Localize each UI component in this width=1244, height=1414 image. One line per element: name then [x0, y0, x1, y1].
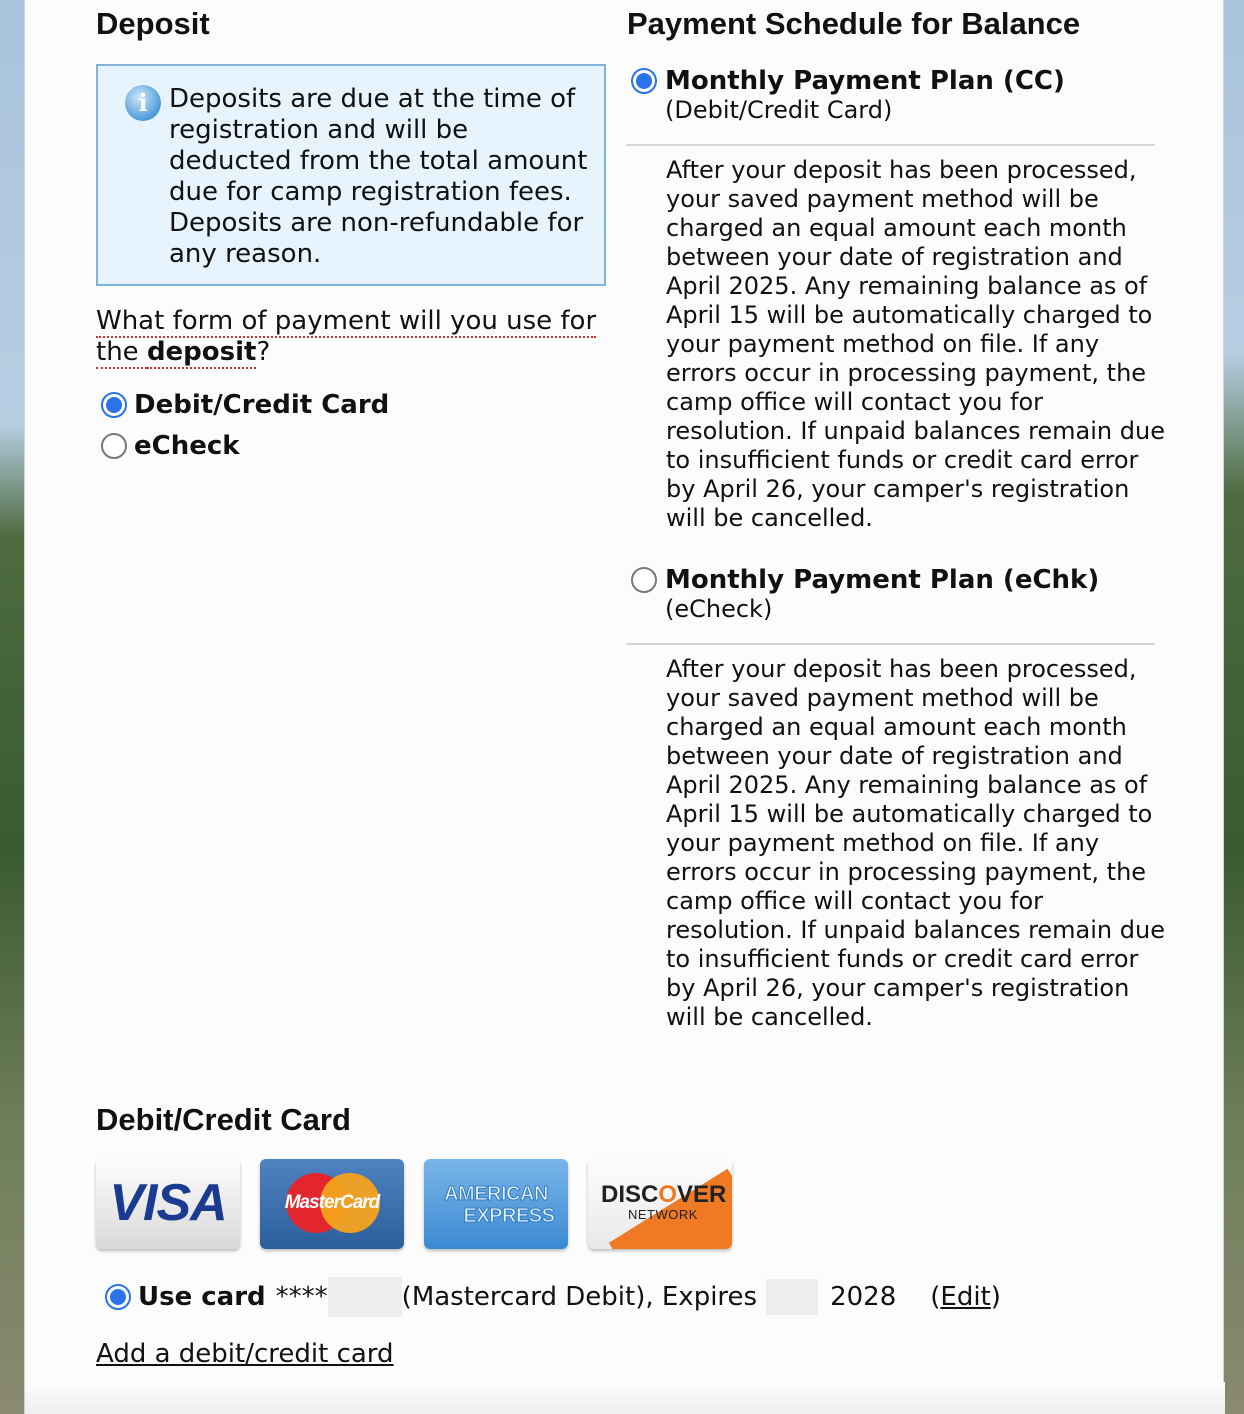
question-prefix: What form of payment will you use for the: [96, 306, 597, 367]
deposit-option-echeck-label[interactable]: eCheck: [134, 431, 240, 461]
expiry-month-redacted: [766, 1279, 818, 1315]
expiry-year: 2028: [830, 1282, 897, 1312]
plan-cc-subtitle: (Debit/Credit Card): [665, 96, 893, 124]
plan-echk-description: After your deposit has been processed, your saved payment method will be charged an equal amount each month between your date of registration and April 2025. Any remaining balance as of April 15 will be automatically charged to your payment method on file. If any errors occur in processing payment, the camp office will contact you for resolution. If unpaid balances remain due to insufficient funds or credit card error by April 26, your camper's registration will be cancelled.: [666, 655, 1165, 1031]
add-card-link[interactable]: Add a debit/credit card: [96, 1339, 394, 1369]
discover-logo-text: DISCOVER: [601, 1181, 727, 1208]
radio-plan-echk[interactable]: [631, 567, 657, 593]
amex-logo-line2: EXPRESS: [463, 1205, 555, 1227]
visa-logo: [96, 1159, 240, 1249]
edit-close-paren: ): [990, 1282, 1001, 1312]
info-icon: i: [125, 85, 161, 121]
radio-echeck[interactable]: [101, 433, 127, 459]
card-mask-prefix: ****: [275, 1282, 328, 1312]
radio-plan-cc[interactable]: [631, 68, 657, 94]
deposit-option-card[interactable]: [101, 390, 389, 420]
card-type-expires: (Mastercard Debit), Expires: [401, 1282, 758, 1312]
radio-card-selected[interactable]: [101, 392, 127, 418]
card-section-heading: Debit/Credit Card: [96, 1102, 351, 1137]
plan-echk-title[interactable]: Monthly Payment Plan (eChk): [665, 565, 1100, 595]
deposit-option-echeck[interactable]: [101, 431, 240, 461]
discover-logo-subtext: NETWORK: [628, 1207, 698, 1222]
card-number-redacted: [328, 1277, 402, 1317]
panel-bottom-fade: [25, 1382, 1225, 1414]
plan-cc-description: After your deposit has been processed, your saved payment method will be charged an equal amount each month between your date of registration and April 2025. Any remaining balance as of April 15 will be automatically charged to your payment method on file. If any errors occur in processing payment, the camp office will contact you for resolution. If unpaid balances remain due to insufficient funds or credit card error by April 26, your camper's registration will be cancelled.: [666, 156, 1165, 532]
deposit-info-text: Deposits are due at the time of registration and will be deducted from the total amount due for camp registration fees. Deposits are non-refundable for any reason.: [169, 84, 588, 269]
mastercard-logo: [260, 1159, 404, 1249]
use-card-label[interactable]: Use card: [138, 1282, 266, 1312]
plan-echk-divider: [626, 643, 1155, 645]
amex-logo-line1: AMERICAN: [444, 1183, 548, 1205]
deposit-info-box: [96, 64, 606, 286]
background-photo-right: [1224, 0, 1244, 1414]
plan-echk-subtitle: (eCheck): [665, 595, 773, 623]
edit-open-paren: (: [930, 1282, 941, 1312]
visa-logo-text: VISA: [109, 1174, 227, 1232]
schedule-heading: Payment Schedule for Balance: [627, 6, 1081, 41]
deposit-heading: Deposit: [96, 6, 210, 41]
background-photo-left: [0, 0, 24, 1414]
payment-panel: [24, 0, 1224, 1414]
mastercard-logo-text: MasterCard: [284, 1192, 380, 1213]
amex-logo: [424, 1159, 568, 1249]
plan-echk-option[interactable]: [631, 565, 1099, 595]
question-suffix: ?: [256, 337, 271, 367]
question-bold: deposit: [146, 337, 257, 367]
plan-cc-divider: [626, 144, 1155, 146]
plan-cc-option[interactable]: [631, 66, 1065, 96]
plan-cc-title[interactable]: Monthly Payment Plan (CC): [665, 66, 1065, 96]
deposit-option-card-label[interactable]: Debit/Credit Card: [134, 390, 390, 420]
deposit-payment-question: [96, 306, 608, 368]
radio-saved-card[interactable]: [105, 1284, 131, 1310]
saved-card-option[interactable]: [105, 1277, 1001, 1317]
edit-card-link[interactable]: Edit: [940, 1282, 991, 1312]
discover-logo: [588, 1159, 732, 1249]
